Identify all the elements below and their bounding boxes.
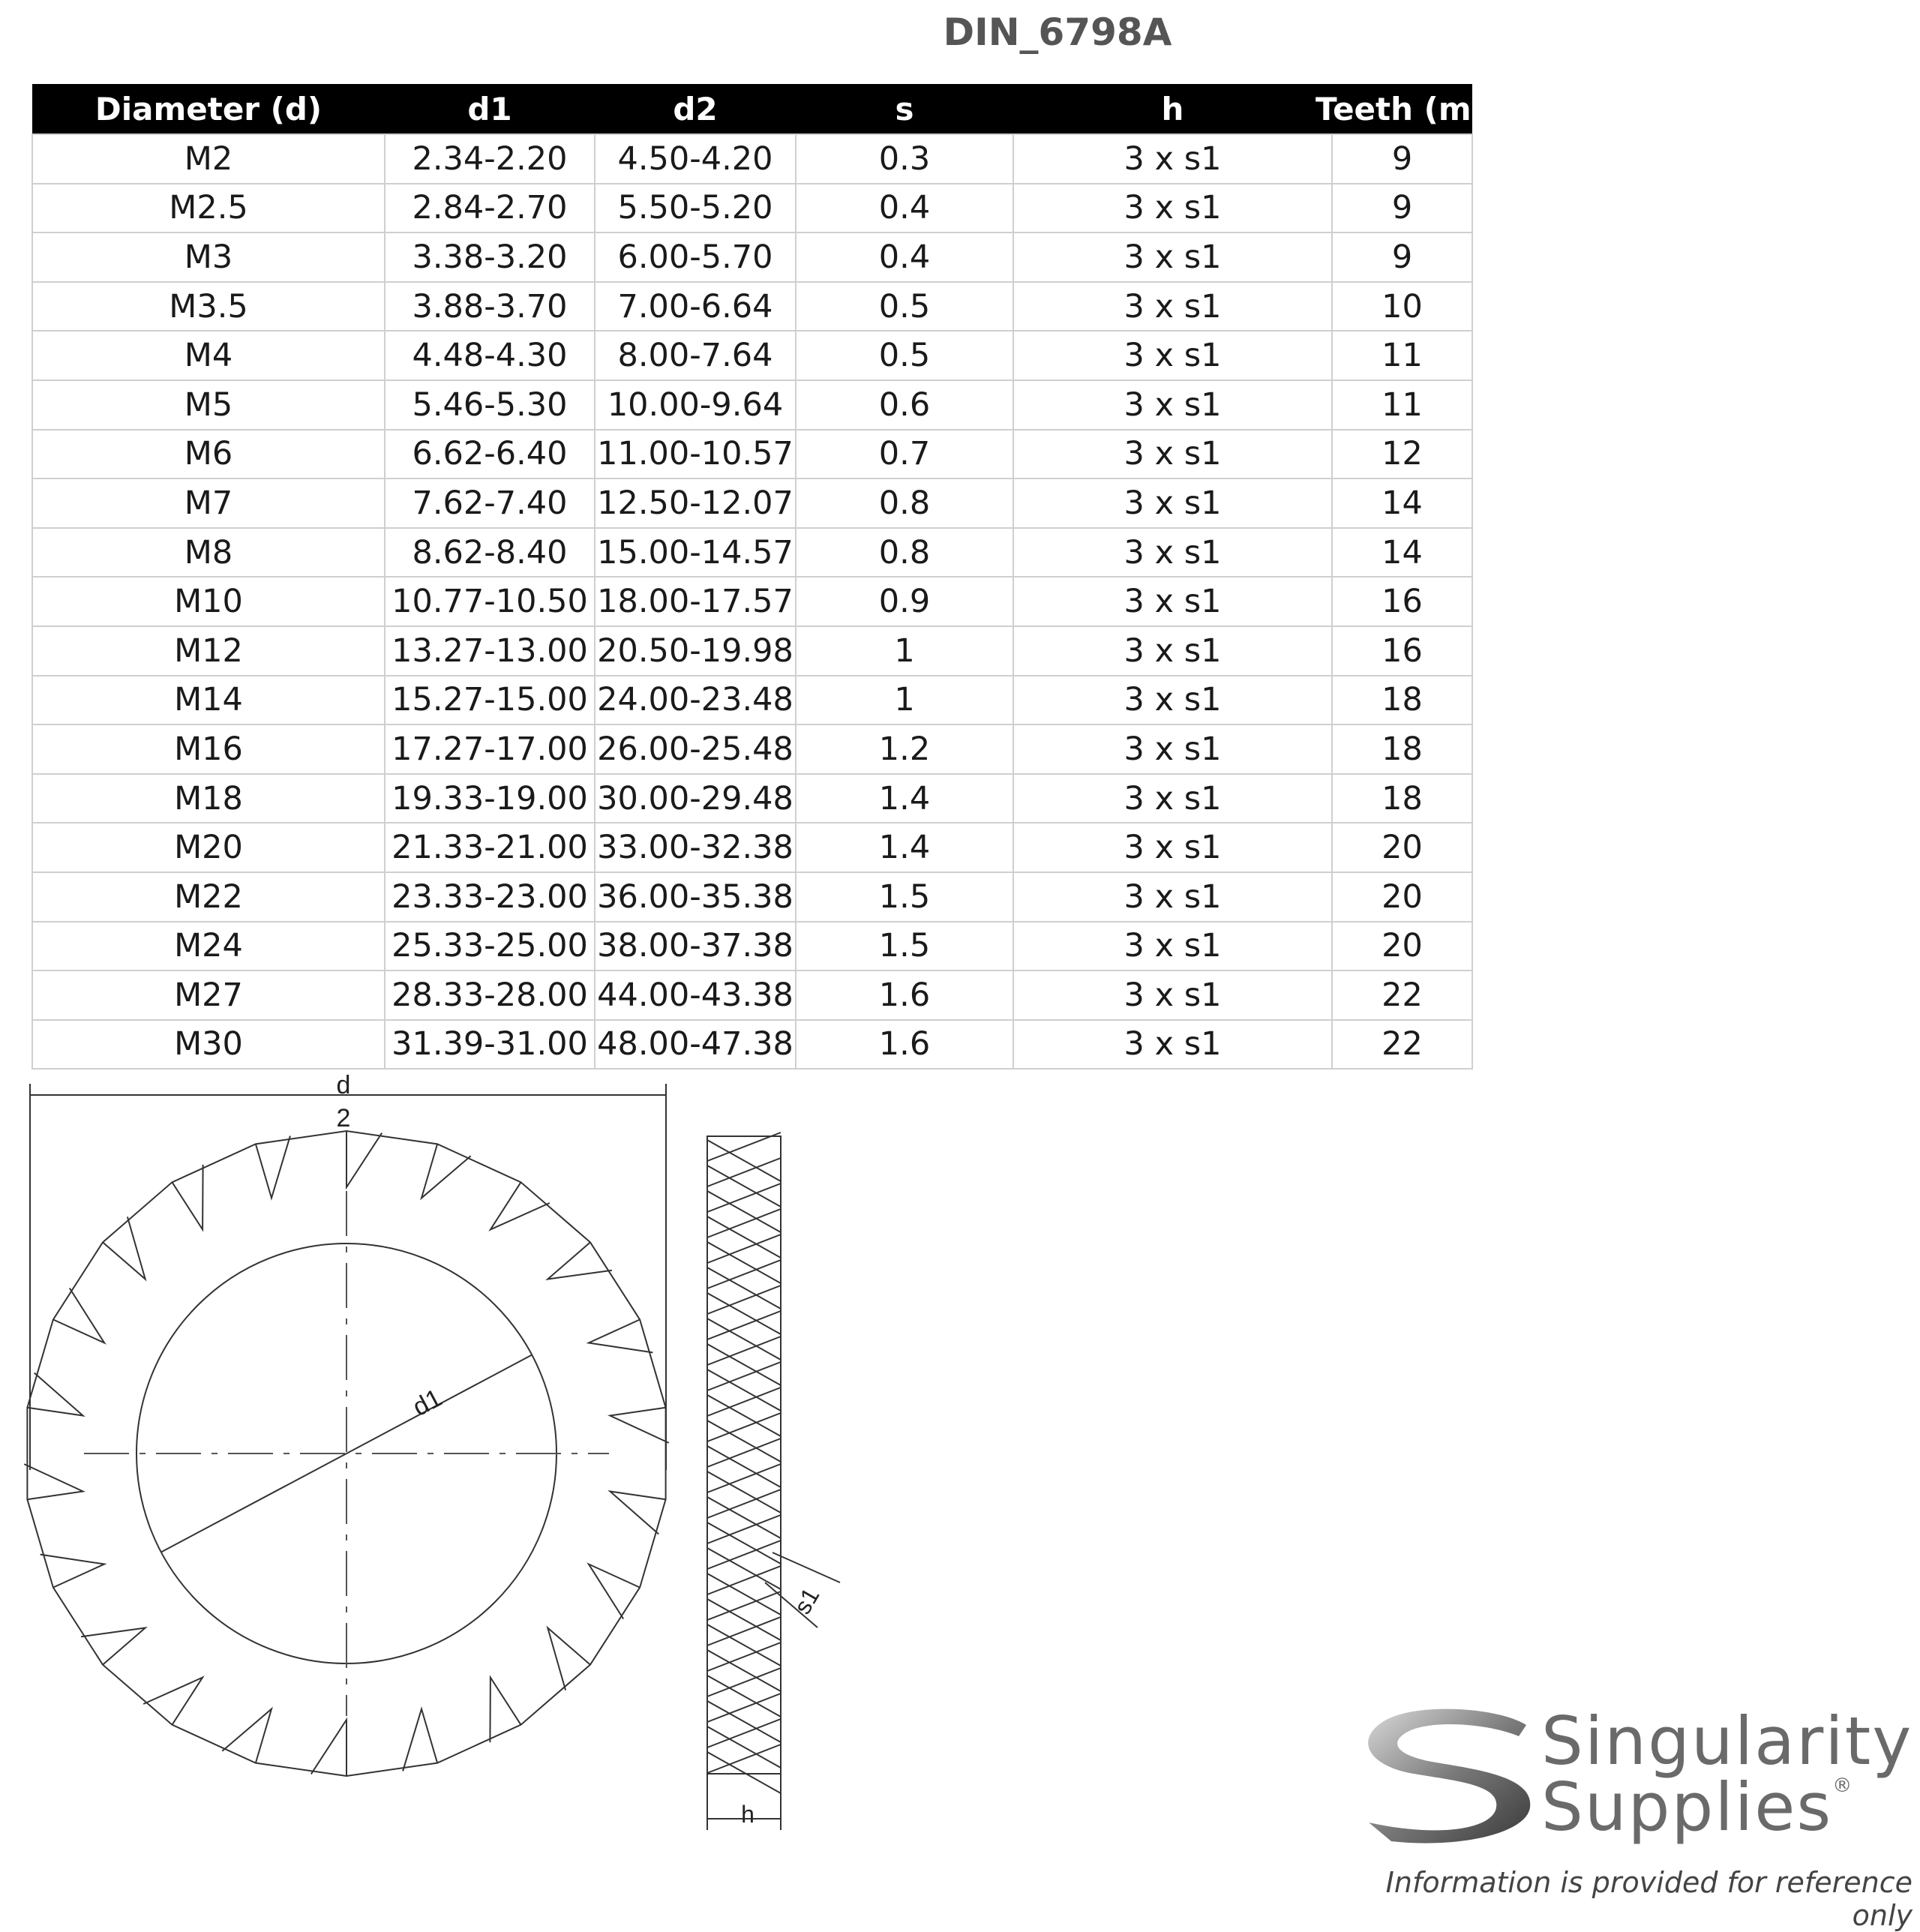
cell-h: 3 x s1 (1013, 430, 1332, 479)
side-view-tooth (707, 1694, 781, 1742)
table-row (32, 626, 1472, 676)
header-diameter: Diameter (d) (32, 84, 385, 134)
dimension-label-d: d (336, 1071, 351, 1100)
cell-diameter: M22 (32, 872, 385, 922)
side-view-tooth (707, 1388, 781, 1436)
reference-disclaimer: Information is provided for reference only (1385, 1866, 1912, 1932)
cell-diameter: M2.5 (32, 184, 385, 233)
dimensions-table-container (32, 84, 1520, 1064)
cell-d2: 11.00-10.57 (595, 430, 796, 479)
cell-d1: 10.77-10.50 (385, 577, 595, 626)
cell-d2: 44.00-43.38 (595, 970, 796, 1020)
dimension-label-d1: d1 (408, 1383, 447, 1422)
cell-s: 1.2 (796, 724, 1013, 774)
table-row (32, 577, 1472, 626)
cell-teeth: 20 (1332, 872, 1472, 922)
registered-mark: ® (1832, 1774, 1854, 1797)
cell-d1: 8.62-8.40 (385, 528, 595, 578)
table-row (32, 184, 1472, 233)
header-d1: d1 (385, 84, 595, 134)
table-row (32, 478, 1472, 528)
cell-h: 3 x s1 (1013, 1020, 1332, 1070)
cell-d2: 10.00-9.64 (595, 380, 796, 430)
cell-h: 3 x s1 (1013, 823, 1332, 872)
cell-d1: 19.33-19.00 (385, 774, 595, 824)
cell-d2: 8.00-7.64 (595, 331, 796, 380)
cell-teeth: 16 (1332, 626, 1472, 676)
cell-s: 0.4 (796, 232, 1013, 282)
side-view-tooth (707, 1286, 781, 1334)
dimension-line-s1 (772, 1552, 840, 1582)
cell-teeth: 12 (1332, 430, 1472, 479)
table-row (32, 331, 1472, 380)
side-view-tooth (707, 1617, 781, 1666)
dimensions-table (32, 84, 1520, 1070)
cell-teeth: 9 (1332, 184, 1472, 233)
cell-s: 0.5 (796, 331, 1013, 380)
washer-tooth (490, 1182, 550, 1229)
cell-d1: 21.33-21.00 (385, 823, 595, 872)
side-view-tooth (707, 1719, 781, 1768)
cell-d1: 15.27-15.00 (385, 676, 595, 725)
cell-diameter: M3.5 (32, 282, 385, 332)
cell-teeth: 9 (1332, 232, 1472, 282)
table-row (32, 430, 1472, 479)
cell-teeth: 22 (1332, 1020, 1472, 1070)
cell-teeth: 14 (1332, 478, 1472, 528)
table-row (32, 774, 1472, 824)
cell-s: 1.5 (796, 922, 1013, 971)
washer-tooth (53, 1288, 104, 1343)
header-teeth: Teeth (min) (1332, 84, 1472, 134)
cell-teeth: 14 (1332, 528, 1472, 578)
side-view-tooth (707, 1642, 781, 1691)
cell-d1: 2.84-2.70 (385, 184, 595, 233)
table-row (32, 970, 1472, 1020)
cell-h: 3 x s1 (1013, 478, 1332, 528)
table-row (32, 134, 1472, 184)
logo-s-mark-icon (1346, 1702, 1541, 1845)
logo-text-line2-word: Supplies (1541, 1768, 1833, 1846)
cell-h: 3 x s1 (1013, 134, 1332, 184)
cell-d2: 26.00-25.48 (595, 724, 796, 774)
cell-d1: 7.62-7.40 (385, 478, 595, 528)
side-view-tooth (707, 1464, 781, 1513)
cell-h: 3 x s1 (1013, 872, 1332, 922)
table-row (32, 380, 1472, 430)
cell-diameter: M5 (32, 380, 385, 430)
document-title: DIN_6798A (943, 10, 1172, 54)
cell-diameter: M27 (32, 970, 385, 1020)
cell-d1: 5.46-5.30 (385, 380, 595, 430)
side-view-tooth (707, 1234, 781, 1283)
cell-s: 0.5 (796, 282, 1013, 332)
cell-teeth: 20 (1332, 922, 1472, 971)
side-view-tooth (707, 1438, 781, 1487)
cell-s: 0.3 (796, 134, 1013, 184)
side-view-tooth (707, 1744, 781, 1793)
cell-d2: 7.00-6.64 (595, 282, 796, 332)
washer-tooth (346, 1131, 382, 1187)
cell-d1: 4.48-4.30 (385, 331, 595, 380)
cell-s: 1 (796, 676, 1013, 725)
dimension-label-2: 2 (336, 1104, 351, 1132)
side-view-tooth (707, 1209, 781, 1258)
cell-teeth: 20 (1332, 823, 1472, 872)
side-view-tooth (707, 1413, 781, 1462)
cell-d2: 6.00-5.70 (595, 232, 796, 282)
cell-diameter: M16 (32, 724, 385, 774)
side-view-tooth (707, 1132, 781, 1181)
cell-diameter: M12 (32, 626, 385, 676)
washer-tooth (548, 1628, 590, 1690)
cell-h: 3 x s1 (1013, 676, 1332, 725)
cell-h: 3 x s1 (1013, 232, 1332, 282)
side-view-tooth (707, 1260, 781, 1309)
cell-d1: 23.33-23.00 (385, 872, 595, 922)
cell-h: 3 x s1 (1013, 970, 1332, 1020)
cell-diameter: M6 (32, 430, 385, 479)
cell-d1: 13.27-13.00 (385, 626, 595, 676)
table-row (32, 528, 1472, 578)
cell-h: 3 x s1 (1013, 331, 1332, 380)
cell-s: 0.4 (796, 184, 1013, 233)
header-d2: d2 (595, 84, 796, 134)
cell-d1: 3.38-3.20 (385, 232, 595, 282)
washer-tooth (610, 1408, 668, 1443)
cell-s: 1.4 (796, 774, 1013, 824)
cell-teeth: 22 (1332, 970, 1472, 1020)
cell-d2: 36.00-35.38 (595, 872, 796, 922)
washer-tooth (222, 1709, 272, 1763)
cell-d2: 5.50-5.20 (595, 184, 796, 233)
table-row (32, 872, 1472, 922)
cell-teeth: 11 (1332, 380, 1472, 430)
washer-tooth (103, 1216, 146, 1279)
cell-d1: 6.62-6.40 (385, 430, 595, 479)
washer-tooth (256, 1136, 290, 1198)
header-h: h (1013, 84, 1332, 134)
table-body (32, 134, 1472, 1069)
header-s: s (796, 84, 1013, 134)
side-view-tooth (707, 1515, 781, 1564)
cell-diameter: M14 (32, 676, 385, 725)
side-view-tooth (707, 1158, 781, 1207)
dimension-label-s1: s1 (788, 1582, 825, 1619)
cell-d2: 12.50-12.07 (595, 478, 796, 528)
cell-s: 0.8 (796, 528, 1013, 578)
washer-tooth (403, 1709, 437, 1772)
washer-tooth (143, 1678, 202, 1725)
table-header-row (32, 84, 1472, 134)
table-row (32, 232, 1472, 282)
cell-s: 0.8 (796, 478, 1013, 528)
table-row (32, 823, 1472, 872)
cell-h: 3 x s1 (1013, 774, 1332, 824)
washer-side-view (707, 1132, 781, 1793)
logo-text-line2 (1541, 1768, 1853, 1846)
singularity-supplies-logo (1346, 1702, 1920, 1845)
washer-tooth (40, 1555, 105, 1588)
cell-d2: 48.00-47.38 (595, 1020, 796, 1070)
logo-text-line1: Singularity (1541, 1702, 1913, 1780)
cell-diameter: M2 (32, 134, 385, 184)
cell-diameter: M3 (32, 232, 385, 282)
cell-diameter: M10 (32, 577, 385, 626)
cell-s: 1.6 (796, 970, 1013, 1020)
washer-tooth (422, 1144, 471, 1198)
cell-d1: 28.33-28.00 (385, 970, 595, 1020)
cell-s: 1.5 (796, 872, 1013, 922)
cell-h: 3 x s1 (1013, 282, 1332, 332)
cell-h: 3 x s1 (1013, 184, 1332, 233)
cell-diameter: M7 (32, 478, 385, 528)
cell-teeth: 18 (1332, 724, 1472, 774)
cell-diameter: M8 (32, 528, 385, 578)
cell-diameter: M4 (32, 331, 385, 380)
cell-diameter: M18 (32, 774, 385, 824)
cell-s: 1.6 (796, 1020, 1013, 1070)
washer-tooth (589, 1564, 640, 1619)
cell-s: 0.9 (796, 577, 1013, 626)
side-view-tooth (707, 1566, 781, 1615)
cell-h: 3 x s1 (1013, 528, 1332, 578)
cell-s: 1.4 (796, 823, 1013, 872)
side-view-tooth (707, 1668, 781, 1717)
cell-d2: 20.50-19.98 (595, 626, 796, 676)
cell-h: 3 x s1 (1013, 922, 1332, 971)
table-row (32, 676, 1472, 725)
cell-d2: 38.00-37.38 (595, 922, 796, 971)
cell-teeth: 9 (1332, 134, 1472, 184)
cell-s: 1 (796, 626, 1013, 676)
cell-h: 3 x s1 (1013, 577, 1332, 626)
washer-tooth (24, 1464, 82, 1499)
cell-d1: 25.33-25.00 (385, 922, 595, 971)
side-view-tooth (707, 1336, 781, 1385)
cell-teeth: 11 (1332, 331, 1472, 380)
cell-h: 3 x s1 (1013, 626, 1332, 676)
side-view-tooth (707, 1592, 781, 1640)
cell-d1: 2.34-2.20 (385, 134, 595, 184)
cell-d2: 18.00-17.57 (595, 577, 796, 626)
table-row (32, 922, 1472, 971)
side-view-tooth (707, 1490, 781, 1538)
table-row (32, 282, 1472, 332)
cell-s: 0.6 (796, 380, 1013, 430)
cell-d2: 15.00-14.57 (595, 528, 796, 578)
washer-tooth (311, 1720, 346, 1776)
cell-d1: 17.27-17.00 (385, 724, 595, 774)
cell-d1: 31.39-31.00 (385, 1020, 595, 1070)
cell-h: 3 x s1 (1013, 724, 1332, 774)
table-row (32, 724, 1472, 774)
cell-s: 0.7 (796, 430, 1013, 479)
dimension-label-h: h (741, 1801, 754, 1828)
side-view-tooth (707, 1540, 781, 1589)
side-view-tooth (707, 1362, 781, 1411)
cell-teeth: 16 (1332, 577, 1472, 626)
cell-d1: 3.88-3.70 (385, 282, 595, 332)
washer-technical-drawing (0, 1050, 870, 1875)
washer-tooth (589, 1319, 653, 1352)
cell-diameter: M20 (32, 823, 385, 872)
cell-d2: 33.00-32.38 (595, 823, 796, 872)
cell-teeth: 18 (1332, 774, 1472, 824)
cell-teeth: 10 (1332, 282, 1472, 332)
cell-teeth: 18 (1332, 676, 1472, 725)
cell-d2: 24.00-23.48 (595, 676, 796, 725)
cell-d2: 4.50-4.20 (595, 134, 796, 184)
cell-d2: 30.00-29.48 (595, 774, 796, 824)
cell-diameter: M24 (32, 922, 385, 971)
side-view-tooth (707, 1184, 781, 1232)
cell-h: 3 x s1 (1013, 380, 1332, 430)
cell-diameter: M30 (32, 1020, 385, 1070)
side-view-tooth (707, 1311, 781, 1360)
